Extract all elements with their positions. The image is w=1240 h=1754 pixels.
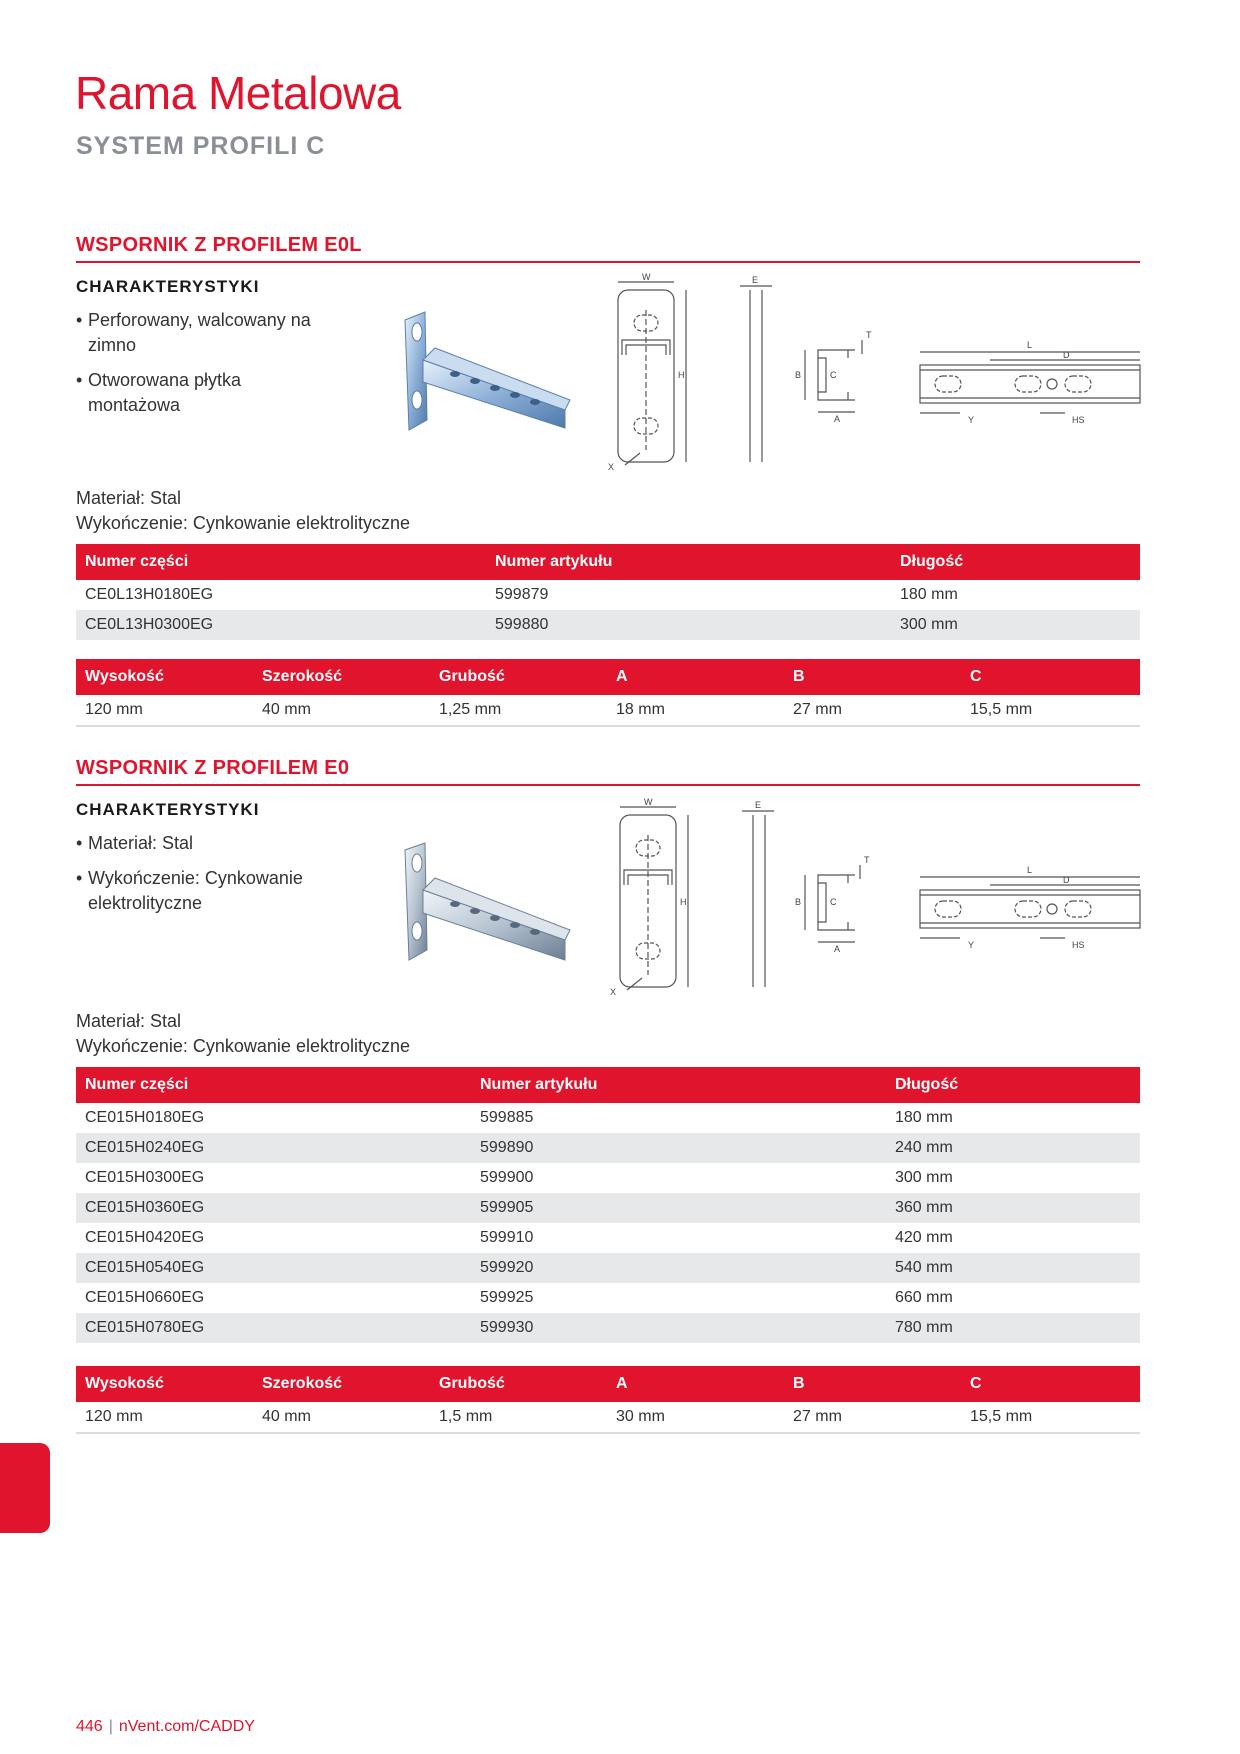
dimension-cell: 40 mm <box>253 1402 430 1433</box>
column-header: Grubość <box>430 659 607 695</box>
svg-text:T: T <box>864 855 870 865</box>
bracket-technical-drawing <box>590 795 1150 1000</box>
svg-text:X: X <box>610 987 617 997</box>
part-number-cell: CE015H0240EG <box>76 1133 471 1163</box>
svg-text:W: W <box>642 272 651 282</box>
svg-text:L: L <box>1027 865 1033 875</box>
svg-text:T: T <box>866 330 872 340</box>
dimension-cell: 40 mm <box>253 695 430 726</box>
table-row <box>76 580 1140 610</box>
svg-text:B: B <box>795 370 802 380</box>
dimension-cell: 1,5 mm <box>430 1402 607 1433</box>
feature-list <box>76 831 336 926</box>
feature-item: • Wykończenie: Cynkowanie elektrolityczne <box>76 866 336 916</box>
dimension-cell: 120 mm <box>76 695 253 726</box>
dimension-cell: 30 mm <box>607 1402 784 1433</box>
svg-text:A: A <box>834 944 841 954</box>
length-cell: 360 mm <box>886 1193 1140 1223</box>
characteristics-heading: CHARAKTERYSTYKI <box>76 277 260 296</box>
part-number-cell: CE015H0540EG <box>76 1253 471 1283</box>
length-cell: 240 mm <box>886 1133 1140 1163</box>
svg-text:Y: Y <box>968 415 975 425</box>
length-cell: 540 mm <box>886 1253 1140 1283</box>
column-header: C <box>961 1366 1140 1402</box>
bracket-product-image <box>395 300 575 435</box>
parts-table <box>76 544 1140 640</box>
feature-item: • Materiał: Stal <box>76 831 336 856</box>
column-header: A <box>607 1366 784 1402</box>
part-number-cell: CE015H0180EG <box>85 1109 205 1126</box>
article-number-cell: 599920 <box>471 1253 886 1283</box>
table-row <box>76 1133 1140 1163</box>
article-number-cell: 599885 <box>480 1109 534 1126</box>
svg-text:E: E <box>752 275 759 285</box>
svg-text:D: D <box>1063 350 1070 360</box>
part-number-cell: CE0L13H0180EG <box>85 586 214 603</box>
article-number-cell: 599925 <box>480 1289 534 1306</box>
parts-table <box>76 1067 1140 1343</box>
article-number-cell: 599905 <box>471 1193 886 1223</box>
svg-text:H: H <box>680 897 687 907</box>
bracket-product-image <box>395 835 575 970</box>
feature-list <box>76 308 336 428</box>
chapter-tab-marker <box>0 1443 50 1533</box>
length-cell: 660 mm <box>895 1289 953 1306</box>
dimension-cell: 15,5 mm <box>961 695 1140 726</box>
svg-text:Y: Y <box>968 940 975 950</box>
column-header: Numer artykułu <box>471 1067 886 1103</box>
dimension-cell: 18 mm <box>607 695 784 726</box>
table-header-row <box>76 1366 1140 1402</box>
column-header: B <box>784 1366 961 1402</box>
part-number-cell: CE015H0300EG <box>85 1169 205 1186</box>
finish-text: Wykończenie: Cynkowanie elektrolityczne <box>76 513 410 533</box>
length-cell: 780 mm <box>886 1313 1140 1343</box>
article-number-cell: 599910 <box>480 1229 534 1246</box>
feature-item: • Otworowana płytka montażowa <box>76 368 336 418</box>
length-cell: 420 mm <box>895 1229 953 1246</box>
finish-text: Wykończenie: Cynkowanie elektrolityczne <box>76 1036 410 1056</box>
length-cell: 300 mm <box>895 1169 953 1186</box>
dimension-cell: 15,5 mm <box>961 1402 1140 1433</box>
footer-separator: | <box>108 1718 113 1735</box>
table-row <box>76 610 1140 640</box>
table-row <box>76 1223 1140 1253</box>
article-number-cell: 599890 <box>471 1133 886 1163</box>
column-header: Grubość <box>430 1366 607 1402</box>
table-header-row <box>76 544 1140 580</box>
table-row <box>76 1193 1140 1223</box>
column-header: B <box>784 659 961 695</box>
page-number: 446 <box>76 1718 103 1735</box>
column-header: Szerokość <box>253 659 430 695</box>
bracket-technical-drawing <box>590 270 1150 475</box>
part-number-cell: CE015H0360EG <box>76 1193 471 1223</box>
column-header: C <box>961 659 1140 695</box>
section-title: WSPORNIK Z PROFILEM E0L <box>76 234 1140 263</box>
table-row <box>76 1283 1140 1313</box>
article-number-cell: 599879 <box>495 586 549 603</box>
svg-text:W: W <box>644 797 653 807</box>
column-header: Numer części <box>76 1067 471 1103</box>
dimension-cell: 27 mm <box>784 695 961 726</box>
part-number-cell: CE015H0660EG <box>85 1289 205 1306</box>
column-header: Wysokość <box>76 1366 253 1402</box>
svg-text:B: B <box>795 897 802 907</box>
material-text: Materiał: Stal <box>76 488 182 508</box>
table-row <box>76 1253 1140 1283</box>
page-subtitle: SYSTEM PROFILI C <box>76 132 326 160</box>
table-row <box>76 695 1140 726</box>
feature-item: • Perforowany, walcowany na zimno <box>76 308 336 358</box>
svg-text:X: X <box>608 462 615 472</box>
column-header: Numer artykułu <box>486 544 891 580</box>
column-header: Długość <box>891 544 1140 580</box>
length-cell: 180 mm <box>895 1109 953 1126</box>
length-cell: 180 mm <box>900 586 958 603</box>
dimension-cell: 27 mm <box>784 1402 961 1433</box>
table-row <box>76 1163 1140 1193</box>
page-title: Rama Metalowa <box>75 67 401 119</box>
svg-text:HS: HS <box>1072 940 1085 950</box>
column-header: Długość <box>886 1067 1140 1103</box>
table-row <box>76 1402 1140 1433</box>
column-header: Numer części <box>76 544 486 580</box>
column-header: A <box>607 659 784 695</box>
material-text: Materiał: Stal <box>76 1011 182 1031</box>
part-number-cell: CE0L13H0300EG <box>76 610 486 640</box>
svg-text:HS: HS <box>1072 415 1085 425</box>
article-number-cell: 599880 <box>486 610 891 640</box>
svg-text:D: D <box>1063 875 1070 885</box>
svg-text:L: L <box>1027 340 1033 350</box>
article-number-cell: 599900 <box>480 1169 534 1186</box>
part-number-cell: CE015H0420EG <box>85 1229 205 1246</box>
part-number-cell: CE015H0780EG <box>76 1313 471 1343</box>
svg-text:C: C <box>830 370 837 380</box>
svg-text:E: E <box>755 800 762 810</box>
characteristics-heading: CHARAKTERYSTYKI <box>76 800 260 819</box>
table-row <box>76 1313 1140 1343</box>
dimension-cell: 1,25 mm <box>430 695 607 726</box>
column-header: Wysokość <box>76 659 253 695</box>
article-number-cell: 599930 <box>471 1313 886 1343</box>
footer-link[interactable]: nVent.com/CADDY <box>118 1718 255 1735</box>
svg-text:H: H <box>678 370 685 380</box>
svg-text:A: A <box>834 414 841 424</box>
page-footer <box>76 1718 255 1736</box>
table-row <box>76 1103 1140 1133</box>
svg-text:C: C <box>830 897 837 907</box>
dimension-cell: 120 mm <box>76 1402 253 1433</box>
dimensions-table <box>76 659 1140 727</box>
length-cell: 300 mm <box>891 610 1140 640</box>
dimensions-table <box>76 1366 1140 1434</box>
column-header: Szerokość <box>253 1366 430 1402</box>
table-header-row <box>76 659 1140 695</box>
section-title: WSPORNIK Z PROFILEM E0 <box>76 757 1140 786</box>
table-header-row <box>76 1067 1140 1103</box>
